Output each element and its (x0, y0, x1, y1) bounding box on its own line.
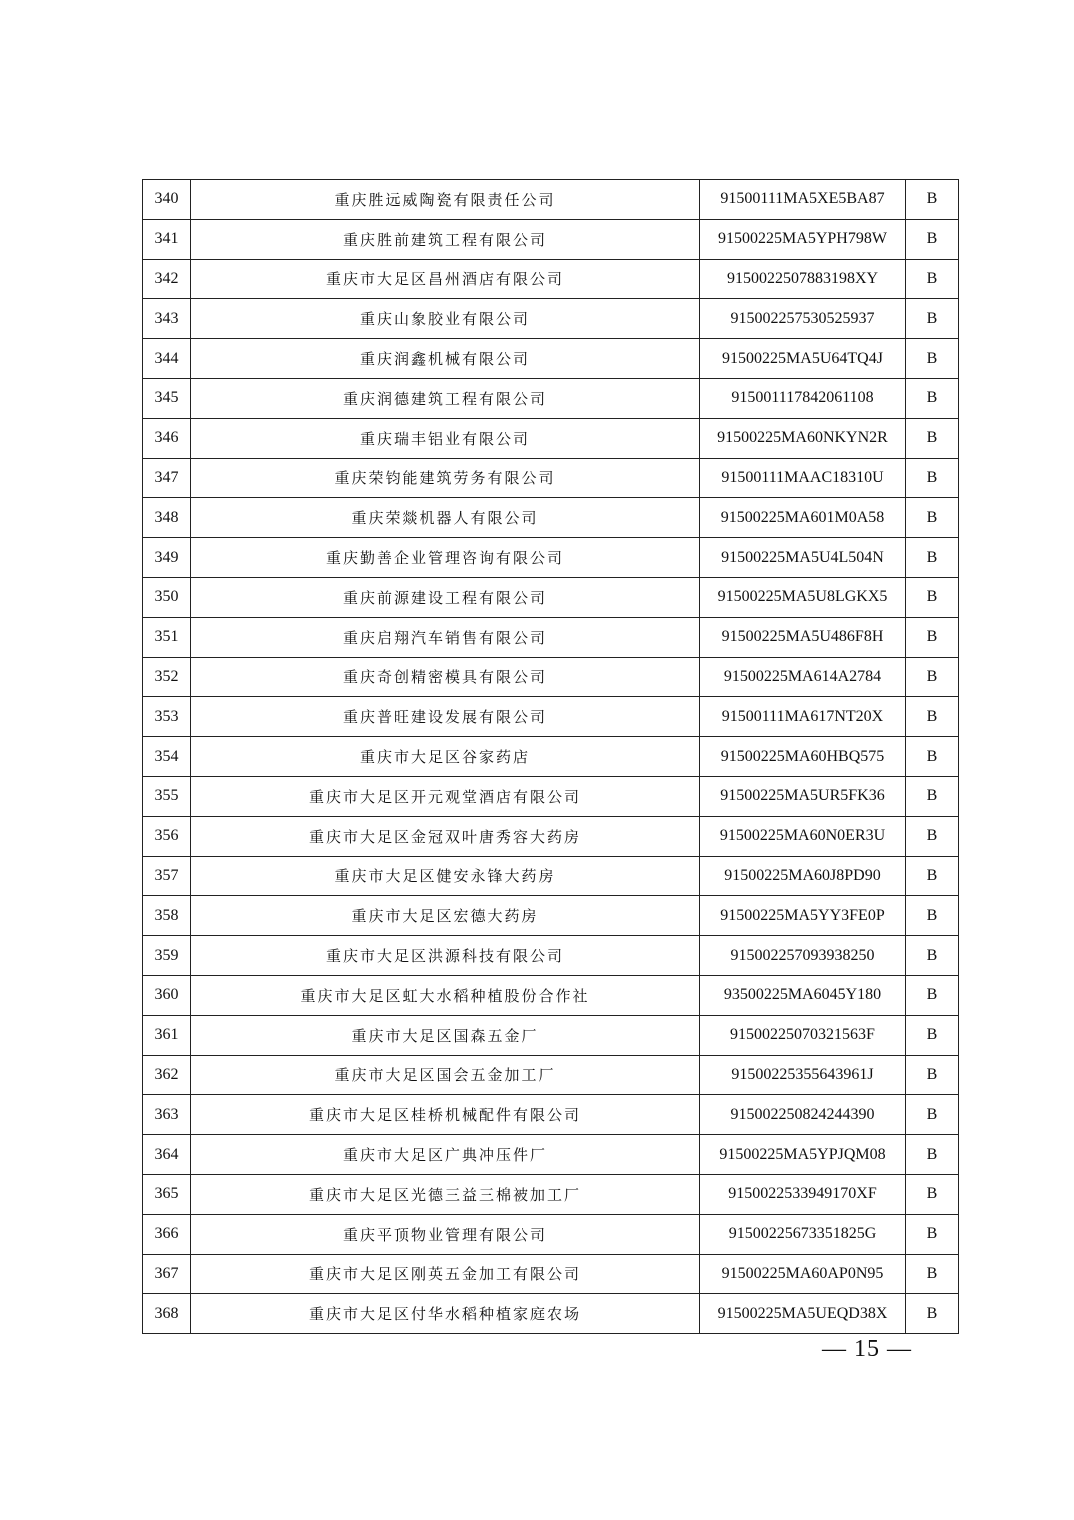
company-name-cell: 重庆市大足区付华水稻种植家庭农场 (191, 1294, 700, 1334)
company-name-cell: 重庆前源建设工程有限公司 (191, 577, 700, 617)
credit-code-cell: 91500225673351825G (700, 1214, 906, 1254)
credit-code-cell: 915001117842061108 (700, 378, 906, 418)
credit-grade-cell: B (906, 856, 959, 896)
company-name-cell: 重庆荣燚机器人有限公司 (191, 498, 700, 538)
serial-number-cell: 366 (143, 1214, 191, 1254)
table-row (143, 378, 959, 418)
table-row (143, 776, 959, 816)
credit-grade-cell: B (906, 1055, 959, 1095)
serial-number-cell: 345 (143, 378, 191, 418)
serial-number-cell: 343 (143, 299, 191, 339)
credit-grade-cell: B (906, 896, 959, 936)
credit-code-cell: 91500225MA5UR5FK36 (700, 776, 906, 816)
credit-grade-cell: B (906, 1095, 959, 1135)
company-name-cell: 重庆市大足区健安永锋大药房 (191, 856, 700, 896)
table-row (143, 339, 959, 379)
table-row (143, 816, 959, 856)
serial-number-cell: 351 (143, 617, 191, 657)
serial-number-cell: 368 (143, 1294, 191, 1334)
table-row (143, 1095, 959, 1135)
company-name-cell: 重庆启翔汽车销售有限公司 (191, 617, 700, 657)
table-row (143, 1135, 959, 1175)
serial-number-cell: 364 (143, 1135, 191, 1175)
credit-code-cell: 915002257530525937 (700, 299, 906, 339)
credit-grade-cell: B (906, 737, 959, 777)
serial-number-cell: 357 (143, 856, 191, 896)
credit-code-cell: 91500225MA5U486F8H (700, 617, 906, 657)
credit-grade-cell: B (906, 1254, 959, 1294)
credit-grade-cell: B (906, 180, 959, 220)
serial-number-cell: 352 (143, 657, 191, 697)
table-row (143, 657, 959, 697)
company-name-cell: 重庆市大足区桂桥机械配件有限公司 (191, 1095, 700, 1135)
serial-number-cell: 358 (143, 896, 191, 936)
serial-number-cell: 360 (143, 975, 191, 1015)
table-body (143, 180, 959, 1334)
serial-number-cell: 347 (143, 458, 191, 498)
table-row (143, 538, 959, 578)
table-row (143, 737, 959, 777)
table-row (143, 896, 959, 936)
credit-code-cell: 91500225355643961J (700, 1055, 906, 1095)
table-row (143, 1015, 959, 1055)
company-name-cell: 重庆市大足区金冠双叶唐秀容大药房 (191, 816, 700, 856)
credit-grade-cell: B (906, 816, 959, 856)
serial-number-cell: 348 (143, 498, 191, 538)
credit-code-cell: 9150022507883198XY (700, 259, 906, 299)
credit-code-cell: 91500111MA617NT20X (700, 697, 906, 737)
credit-code-cell: 91500111MAAC18310U (700, 458, 906, 498)
company-name-cell: 重庆胜前建筑工程有限公司 (191, 219, 700, 259)
serial-number-cell: 353 (143, 697, 191, 737)
serial-number-cell: 350 (143, 577, 191, 617)
page-number: — 15 — (822, 1336, 912, 1362)
credit-grade-cell: B (906, 339, 959, 379)
serial-number-cell: 359 (143, 936, 191, 976)
table-row (143, 975, 959, 1015)
serial-number-cell: 362 (143, 1055, 191, 1095)
company-name-cell: 重庆市大足区光德三益三棉被加工厂 (191, 1174, 700, 1214)
credit-code-cell: 91500225MA60NKYN2R (700, 418, 906, 458)
credit-grade-cell: B (906, 697, 959, 737)
company-name-cell: 重庆市大足区广典冲压件厂 (191, 1135, 700, 1175)
credit-grade-cell: B (906, 498, 959, 538)
credit-grade-cell: B (906, 219, 959, 259)
company-name-cell: 重庆勤善企业管理咨询有限公司 (191, 538, 700, 578)
credit-grade-cell: B (906, 259, 959, 299)
company-name-cell: 重庆市大足区虹大水稻种植股份合作社 (191, 975, 700, 1015)
serial-number-cell: 361 (143, 1015, 191, 1055)
serial-number-cell: 365 (143, 1174, 191, 1214)
credit-code-cell: 915002257093938250 (700, 936, 906, 976)
company-name-cell: 重庆润德建筑工程有限公司 (191, 378, 700, 418)
credit-code-cell: 91500225MA60N0ER3U (700, 816, 906, 856)
serial-number-cell: 356 (143, 816, 191, 856)
serial-number-cell: 344 (143, 339, 191, 379)
table-row (143, 856, 959, 896)
credit-code-cell: 915002250824244390 (700, 1095, 906, 1135)
credit-grade-cell: B (906, 458, 959, 498)
credit-code-cell: 93500225MA6045Y180 (700, 975, 906, 1015)
credit-code-cell: 91500225070321563F (700, 1015, 906, 1055)
serial-number-cell: 342 (143, 259, 191, 299)
company-name-cell: 重庆润鑫机械有限公司 (191, 339, 700, 379)
credit-code-cell: 91500225MA5U4L504N (700, 538, 906, 578)
credit-grade-cell: B (906, 617, 959, 657)
credit-code-cell: 91500225MA60J8PD90 (700, 856, 906, 896)
company-name-cell: 重庆市大足区刚英五金加工有限公司 (191, 1254, 700, 1294)
company-name-cell: 重庆荣钧能建筑劳务有限公司 (191, 458, 700, 498)
serial-number-cell: 367 (143, 1254, 191, 1294)
credit-grade-cell: B (906, 299, 959, 339)
company-name-cell: 重庆奇创精密模具有限公司 (191, 657, 700, 697)
company-name-cell: 重庆市大足区宏德大药房 (191, 896, 700, 936)
credit-code-cell: 91500225MA60AP0N95 (700, 1254, 906, 1294)
company-name-cell: 重庆市大足区谷家药店 (191, 737, 700, 777)
company-credit-table (142, 179, 959, 1334)
table-row (143, 577, 959, 617)
company-name-cell: 重庆市大足区洪源科技有限公司 (191, 936, 700, 976)
credit-grade-cell: B (906, 1135, 959, 1175)
table-row (143, 1294, 959, 1334)
credit-code-cell: 91500225MA5YY3FE0P (700, 896, 906, 936)
table-row (143, 936, 959, 976)
company-name-cell: 重庆市大足区国会五金加工厂 (191, 1055, 700, 1095)
table-row (143, 458, 959, 498)
credit-grade-cell: B (906, 1294, 959, 1334)
table-row (143, 418, 959, 458)
credit-grade-cell: B (906, 975, 959, 1015)
credit-code-cell: 91500225MA5U64TQ4J (700, 339, 906, 379)
company-name-cell: 重庆普旺建设发展有限公司 (191, 697, 700, 737)
credit-code-cell: 91500225MA60HBQ575 (700, 737, 906, 777)
company-table-container (142, 179, 958, 1334)
company-name-cell: 重庆胜远威陶瓷有限责任公司 (191, 180, 700, 220)
credit-code-cell: 91500225MA5U8LGKX5 (700, 577, 906, 617)
credit-code-cell: 91500225MA5YPH798W (700, 219, 906, 259)
company-name-cell: 重庆山象胶业有限公司 (191, 299, 700, 339)
table-row (143, 697, 959, 737)
serial-number-cell: 341 (143, 219, 191, 259)
credit-grade-cell: B (906, 577, 959, 617)
table-row (143, 1055, 959, 1095)
company-name-cell: 重庆市大足区国森五金厂 (191, 1015, 700, 1055)
serial-number-cell: 363 (143, 1095, 191, 1135)
serial-number-cell: 346 (143, 418, 191, 458)
table-row (143, 1214, 959, 1254)
credit-code-cell: 91500225MA5UEQD38X (700, 1294, 906, 1334)
table-row (143, 299, 959, 339)
table-row (143, 1254, 959, 1294)
credit-grade-cell: B (906, 1015, 959, 1055)
credit-code-cell: 91500225MA614A2784 (700, 657, 906, 697)
table-row (143, 259, 959, 299)
company-name-cell: 重庆瑞丰铝业有限公司 (191, 418, 700, 458)
serial-number-cell: 355 (143, 776, 191, 816)
company-name-cell: 重庆市大足区开元观堂酒店有限公司 (191, 776, 700, 816)
table-row (143, 1174, 959, 1214)
credit-grade-cell: B (906, 776, 959, 816)
credit-code-cell: 91500225MA5YPJQM08 (700, 1135, 906, 1175)
serial-number-cell: 340 (143, 180, 191, 220)
table-row (143, 219, 959, 259)
serial-number-cell: 349 (143, 538, 191, 578)
table-row (143, 617, 959, 657)
credit-grade-cell: B (906, 936, 959, 976)
table-row (143, 498, 959, 538)
credit-grade-cell: B (906, 538, 959, 578)
credit-grade-cell: B (906, 657, 959, 697)
credit-code-cell: 91500111MA5XE5BA87 (700, 180, 906, 220)
credit-grade-cell: B (906, 418, 959, 458)
credit-grade-cell: B (906, 1214, 959, 1254)
credit-code-cell: 91500225MA601M0A58 (700, 498, 906, 538)
credit-grade-cell: B (906, 378, 959, 418)
credit-code-cell: 9150022533949170XF (700, 1174, 906, 1214)
table-row (143, 180, 959, 220)
credit-grade-cell: B (906, 1174, 959, 1214)
company-name-cell: 重庆市大足区昌州酒店有限公司 (191, 259, 700, 299)
company-name-cell: 重庆平顶物业管理有限公司 (191, 1214, 700, 1254)
serial-number-cell: 354 (143, 737, 191, 777)
